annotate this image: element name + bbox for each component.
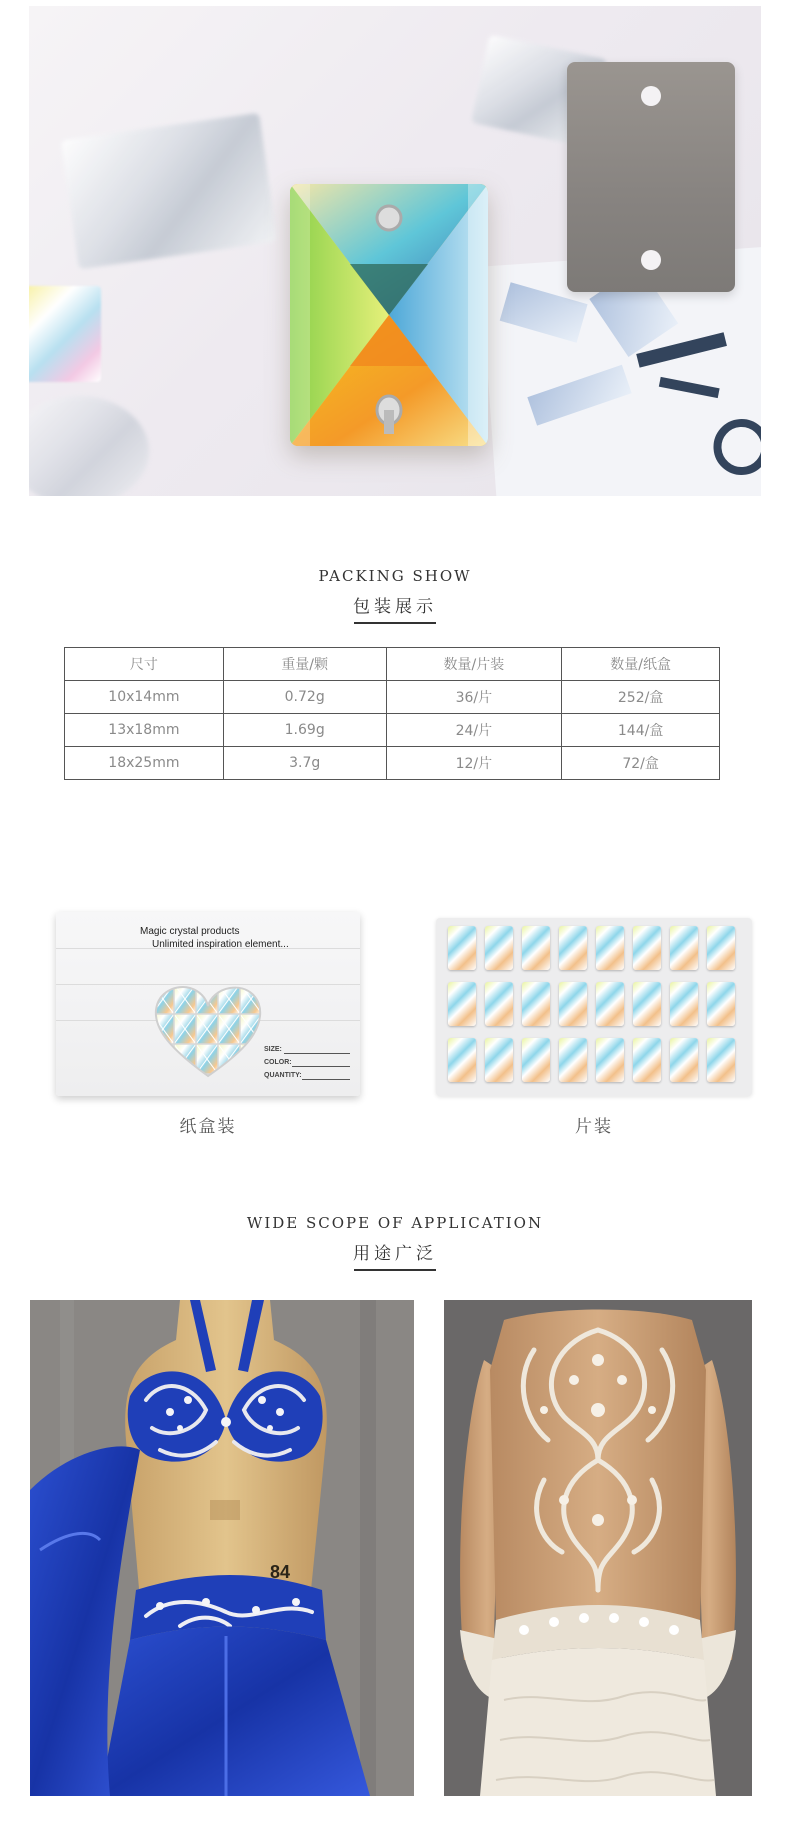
box-quantity-label: QUANTITY: bbox=[264, 1072, 302, 1079]
table-row bbox=[65, 714, 720, 747]
box-pack-caption: 纸盒装 bbox=[179, 1117, 237, 1137]
table-row bbox=[65, 681, 720, 714]
sheet-crystal bbox=[707, 926, 735, 970]
sheet-packaging-photo bbox=[436, 918, 752, 1096]
table-header-cell: 尺寸 bbox=[65, 648, 224, 681]
table-cell: 0.72g bbox=[223, 681, 386, 714]
box-brand-text: Magic crystal products bbox=[140, 926, 240, 937]
table-header-row bbox=[65, 648, 720, 681]
table-cell: 12/片 bbox=[386, 747, 562, 780]
heart-window bbox=[152, 984, 264, 1080]
table-cell: 252/盒 bbox=[562, 681, 720, 714]
sheet-crystal bbox=[670, 982, 698, 1026]
table-cell: 13x18mm bbox=[65, 714, 224, 747]
table-cell: 144/盒 bbox=[562, 714, 720, 747]
sheet-crystal bbox=[633, 1038, 661, 1082]
ab-crystal-edge bbox=[29, 286, 101, 382]
blurred-crystal bbox=[61, 113, 277, 270]
sheet-pack-caption: 片装 bbox=[575, 1117, 613, 1137]
box-slogan-text: Unlimited inspiration element... bbox=[152, 939, 289, 950]
sheet-crystal bbox=[633, 926, 661, 970]
sheet-crystal bbox=[670, 1038, 698, 1082]
sheet-crystal bbox=[485, 1038, 513, 1082]
blue-costume-photo bbox=[30, 1300, 414, 1796]
box-color-line bbox=[292, 1066, 350, 1067]
table-cell: 3.7g bbox=[223, 747, 386, 780]
ab-rectangle-crystal bbox=[290, 184, 488, 446]
box-size-label: SIZE: bbox=[264, 1046, 282, 1053]
spec-table bbox=[64, 647, 720, 780]
sheet-crystal bbox=[633, 982, 661, 1026]
table-header-cell: 数量/片装 bbox=[386, 648, 562, 681]
packing-title-cn: 包装展示 bbox=[353, 597, 437, 617]
packing-title-en: PACKING SHOW bbox=[318, 567, 472, 585]
sheet-crystal bbox=[707, 1038, 735, 1082]
box-color-label: COLOR: bbox=[264, 1059, 292, 1066]
box-size-line bbox=[284, 1053, 350, 1054]
sheet-crystal bbox=[448, 1038, 476, 1082]
grey-back-crystal bbox=[567, 62, 735, 292]
table-cell: 24/片 bbox=[386, 714, 562, 747]
table-header-cell: 数量/纸盒 bbox=[562, 648, 720, 681]
sheet-crystal bbox=[596, 1038, 624, 1082]
table-cell: 36/片 bbox=[386, 681, 562, 714]
sheet-crystal bbox=[448, 982, 476, 1026]
lace-gown-photo bbox=[444, 1300, 752, 1796]
table-header-cell: 重量/颗 bbox=[223, 648, 386, 681]
sheet-crystal bbox=[670, 926, 698, 970]
sheet-crystal bbox=[522, 982, 550, 1026]
sheet-crystal bbox=[485, 926, 513, 970]
blurred-crystal bbox=[29, 396, 149, 496]
sheet-crystal bbox=[707, 982, 735, 1026]
table-cell: 72/盒 bbox=[562, 747, 720, 780]
table-cell: 18x25mm bbox=[65, 747, 224, 780]
application-title-underline bbox=[354, 1269, 436, 1271]
sheet-crystal bbox=[485, 982, 513, 1026]
sheet-crystal bbox=[559, 982, 587, 1026]
mannequin-tag: 84 bbox=[270, 1562, 291, 1582]
application-title-en: WIDE SCOPE OF APPLICATION bbox=[246, 1214, 544, 1232]
sheet-crystal bbox=[596, 926, 624, 970]
sheet-crystal bbox=[448, 926, 476, 970]
sheet-crystal bbox=[522, 926, 550, 970]
sheet-crystal bbox=[559, 926, 587, 970]
sheet-crystal bbox=[522, 1038, 550, 1082]
table-row bbox=[65, 747, 720, 780]
sheet-crystal bbox=[559, 1038, 587, 1082]
packing-title-underline bbox=[354, 622, 436, 624]
sheet-crystal bbox=[596, 982, 624, 1026]
table-cell: 10x14mm bbox=[65, 681, 224, 714]
hero-product-photo bbox=[29, 6, 761, 496]
box-packaging-photo bbox=[56, 912, 360, 1096]
box-quantity-line bbox=[302, 1079, 350, 1080]
table-cell: 1.69g bbox=[223, 714, 386, 747]
application-title-cn: 用途广泛 bbox=[353, 1244, 437, 1264]
